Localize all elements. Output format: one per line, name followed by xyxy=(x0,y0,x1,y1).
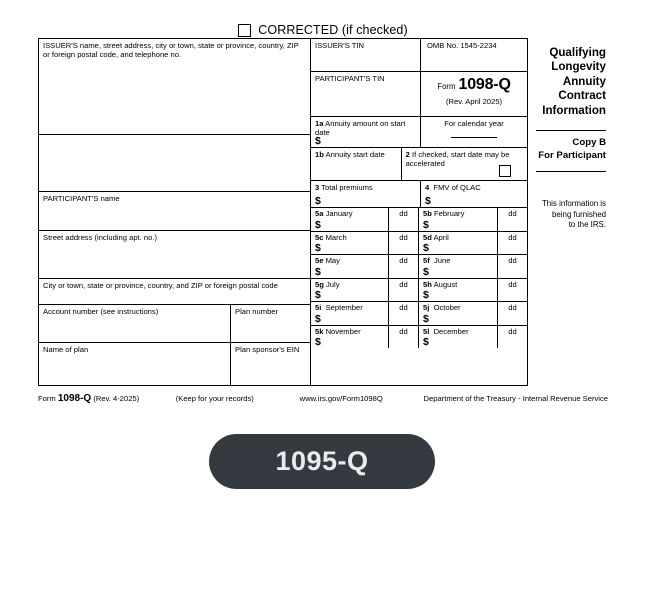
box-4-label: 4 FMV of QLAC xyxy=(425,183,481,192)
city-state-zip-cell[interactable] xyxy=(39,279,310,305)
account-number-cell[interactable] xyxy=(39,305,231,342)
box-1a-row xyxy=(311,117,527,148)
footer-form-number: 1098-Q xyxy=(57,392,92,404)
box-1b-label: 1b Annuity start date xyxy=(315,150,385,159)
plan-name-sponsor-row xyxy=(39,343,310,385)
form-left-column xyxy=(38,38,310,386)
month-currency: $ xyxy=(423,265,429,278)
month-day-cell[interactable]: dd xyxy=(497,232,527,255)
month-amount-cell[interactable] xyxy=(419,326,497,349)
form-word-label: Form xyxy=(437,82,456,91)
form-type-pill-label: 1095-Q xyxy=(275,446,369,476)
form-number-line xyxy=(425,76,523,94)
form-title-line3: Contract xyxy=(558,89,606,103)
month-day-cell[interactable]: dd xyxy=(497,279,527,302)
plan-sponsor-ein-label: Plan sponsor's EIN xyxy=(235,345,300,355)
issuer-tin-cell[interactable] xyxy=(311,39,421,71)
month-cell[interactable] xyxy=(419,326,527,349)
account-plan-row xyxy=(39,305,310,343)
omb-label: OMB No. 1545-2234 xyxy=(427,41,497,50)
footer-form-identity xyxy=(38,393,176,404)
form-middle-column xyxy=(310,38,528,386)
issuer-address-label: ISSUER'S name, street address, city or town, state or province, country, ZIP or foreign postal code, and telephone no. xyxy=(43,41,299,60)
copy-designation xyxy=(536,131,608,162)
box-1b-row xyxy=(311,148,527,181)
plan-name-label: Name of plan xyxy=(43,345,89,355)
month-amount-cell[interactable] xyxy=(311,279,388,302)
issuer-tin-label: ISSUER'S TIN xyxy=(315,41,364,50)
street-address-label: Street address (including apt. no.) xyxy=(43,233,157,243)
month-cell[interactable] xyxy=(311,279,419,302)
month-currency: $ xyxy=(423,312,429,325)
plan-number-label: Plan number xyxy=(235,307,279,317)
city-state-zip-label: City or town, state or province, country, and ZIP or foreign postal code xyxy=(43,281,278,291)
month-amount-cell[interactable] xyxy=(311,302,388,325)
participant-tin-label: PARTICIPANT'S TIN xyxy=(315,74,385,83)
copy-line2: For Participant xyxy=(538,149,606,161)
omb-cell xyxy=(421,39,527,71)
month-day-cell[interactable]: dd xyxy=(388,208,418,231)
month-label: 5e May xyxy=(315,256,340,265)
footer-form-word: Form xyxy=(38,393,56,403)
month-day-cell[interactable]: dd xyxy=(388,255,418,278)
month-label: 5b February xyxy=(423,209,465,218)
form-type-pill-button[interactable] xyxy=(209,434,435,489)
month-day-cell[interactable]: dd xyxy=(388,232,418,255)
form-footer xyxy=(38,392,608,404)
form-title xyxy=(536,38,608,118)
irs-notice-line1: This information is xyxy=(541,199,606,209)
form-right-column xyxy=(528,38,608,386)
plan-sponsor-ein-cell[interactable] xyxy=(231,343,310,385)
form-revision-label: (Rev. April 2025) xyxy=(446,97,502,106)
box-3-4-row xyxy=(311,181,527,208)
month-label: 5j October xyxy=(423,303,461,312)
plan-number-cell[interactable] xyxy=(231,305,310,342)
month-amount-cell[interactable] xyxy=(419,302,497,325)
month-cell[interactable] xyxy=(419,232,527,255)
month-row xyxy=(311,232,527,256)
box-1a-label: 1a Annuity amount on start date xyxy=(315,119,406,138)
form-title-line2: Longevity Annuity xyxy=(551,60,606,88)
irs-notice-line3: to the IRS. xyxy=(568,220,606,230)
month-amount-cell[interactable] xyxy=(419,255,497,278)
issuer-blank-cell[interactable] xyxy=(39,135,310,192)
participant-tin-row xyxy=(311,72,527,117)
form-title-line1: Qualifying xyxy=(549,46,606,59)
issuer-address-cell[interactable] xyxy=(39,39,310,135)
box-1b-cell[interactable] xyxy=(311,148,402,180)
month-row xyxy=(311,279,527,303)
month-cell[interactable] xyxy=(419,208,527,231)
form-number-label: 1098-Q xyxy=(458,76,511,93)
box-4-currency: $ xyxy=(425,195,431,207)
footer-irs-url[interactable]: www.irs.gov/Form1098Q xyxy=(299,393,383,403)
corrected-label: CORRECTED (if checked) xyxy=(258,23,408,37)
month-currency: $ xyxy=(423,242,429,254)
month-cell[interactable] xyxy=(311,208,419,231)
month-currency: $ xyxy=(423,289,429,301)
month-day-cell[interactable]: dd xyxy=(497,302,527,325)
form-title-line4: Information xyxy=(542,103,606,117)
calendar-year-cell[interactable] xyxy=(421,117,527,147)
plan-name-cell[interactable] xyxy=(39,343,231,385)
participant-name-label: PARTICIPANT'S name xyxy=(43,193,120,203)
month-day-cell[interactable]: dd xyxy=(497,326,527,349)
month-row xyxy=(311,255,527,279)
month-day-cell[interactable]: dd xyxy=(497,208,527,231)
month-label: 5k November xyxy=(315,326,361,336)
month-amount-cell[interactable] xyxy=(311,232,388,255)
month-cell[interactable] xyxy=(419,255,527,278)
month-cell[interactable] xyxy=(419,302,527,325)
month-row xyxy=(311,326,527,349)
month-amount-cell[interactable] xyxy=(311,255,388,278)
month-amount-cell[interactable] xyxy=(311,326,388,349)
issuer-tin-row xyxy=(311,39,527,72)
footer-department: Department of the Treasury - Internal Revenue Service xyxy=(423,393,608,403)
month-amount-cell[interactable] xyxy=(419,232,497,255)
month-cell[interactable] xyxy=(311,255,419,278)
month-currency: $ xyxy=(423,218,429,231)
month-currency: $ xyxy=(315,336,321,348)
irs-notice-line2: being furnished xyxy=(552,209,606,219)
month-day-cell[interactable]: dd xyxy=(388,326,418,349)
month-cell[interactable] xyxy=(311,302,419,325)
box-2-checkbox[interactable] xyxy=(499,165,511,177)
irs-notice xyxy=(536,172,608,231)
box-3-cell[interactable] xyxy=(311,181,421,207)
corrected-checkbox[interactable] xyxy=(238,24,251,37)
box-1a-cell[interactable] xyxy=(311,117,421,147)
month-day-cell[interactable]: dd xyxy=(388,302,418,325)
month-label: 5g July xyxy=(315,279,340,289)
month-currency: $ xyxy=(315,242,321,254)
box-2-cell[interactable] xyxy=(402,148,527,180)
form-identity-cell xyxy=(421,72,527,116)
box-2-label: 2 If checked, start date may be accelerated xyxy=(405,150,510,169)
month-currency: $ xyxy=(315,265,321,278)
month-label: 5i September xyxy=(315,303,363,312)
month-currency: $ xyxy=(315,289,321,301)
month-label: 5f June xyxy=(423,256,451,265)
month-label: 5a January xyxy=(315,209,353,218)
box-3-label: 3 Total premiums xyxy=(315,183,373,192)
month-currency: $ xyxy=(315,312,321,325)
month-label: 5l December xyxy=(423,326,469,336)
month-label: 5d April xyxy=(423,232,449,242)
month-label: 5c March xyxy=(315,232,347,242)
month-amount-cell[interactable] xyxy=(419,208,497,231)
box-1a-currency: $ xyxy=(315,135,321,147)
month-day-cell[interactable]: dd xyxy=(388,279,418,302)
month-label: 5h August xyxy=(423,279,458,289)
month-cell[interactable] xyxy=(311,326,419,349)
participant-name-cell[interactable] xyxy=(39,192,310,232)
month-amount-cell[interactable] xyxy=(311,208,388,231)
street-address-cell[interactable] xyxy=(39,231,310,279)
month-row xyxy=(311,302,527,326)
footer-form-revision: (Rev. 4-2025) xyxy=(93,393,140,403)
month-currency: $ xyxy=(423,336,429,348)
calendar-year-label: For calendar year xyxy=(444,119,504,128)
month-cell[interactable] xyxy=(419,279,527,302)
month-row xyxy=(311,208,527,232)
box-4-cell[interactable] xyxy=(421,181,527,207)
month-amount-cell[interactable] xyxy=(419,279,497,302)
corrected-row xyxy=(38,22,608,38)
month-day-cell[interactable]: dd xyxy=(497,255,527,278)
month-cell[interactable] xyxy=(311,232,419,255)
box-3-currency: $ xyxy=(315,195,321,207)
participant-tin-cell[interactable] xyxy=(311,72,421,116)
account-number-label: Account number (see instructions) xyxy=(43,307,159,317)
form-1098q xyxy=(38,38,608,386)
month-currency: $ xyxy=(315,218,321,231)
footer-keep-records: (Keep for your records) xyxy=(175,393,254,403)
copy-line1: Copy B xyxy=(572,137,606,149)
calendar-year-blank[interactable] xyxy=(451,137,497,138)
